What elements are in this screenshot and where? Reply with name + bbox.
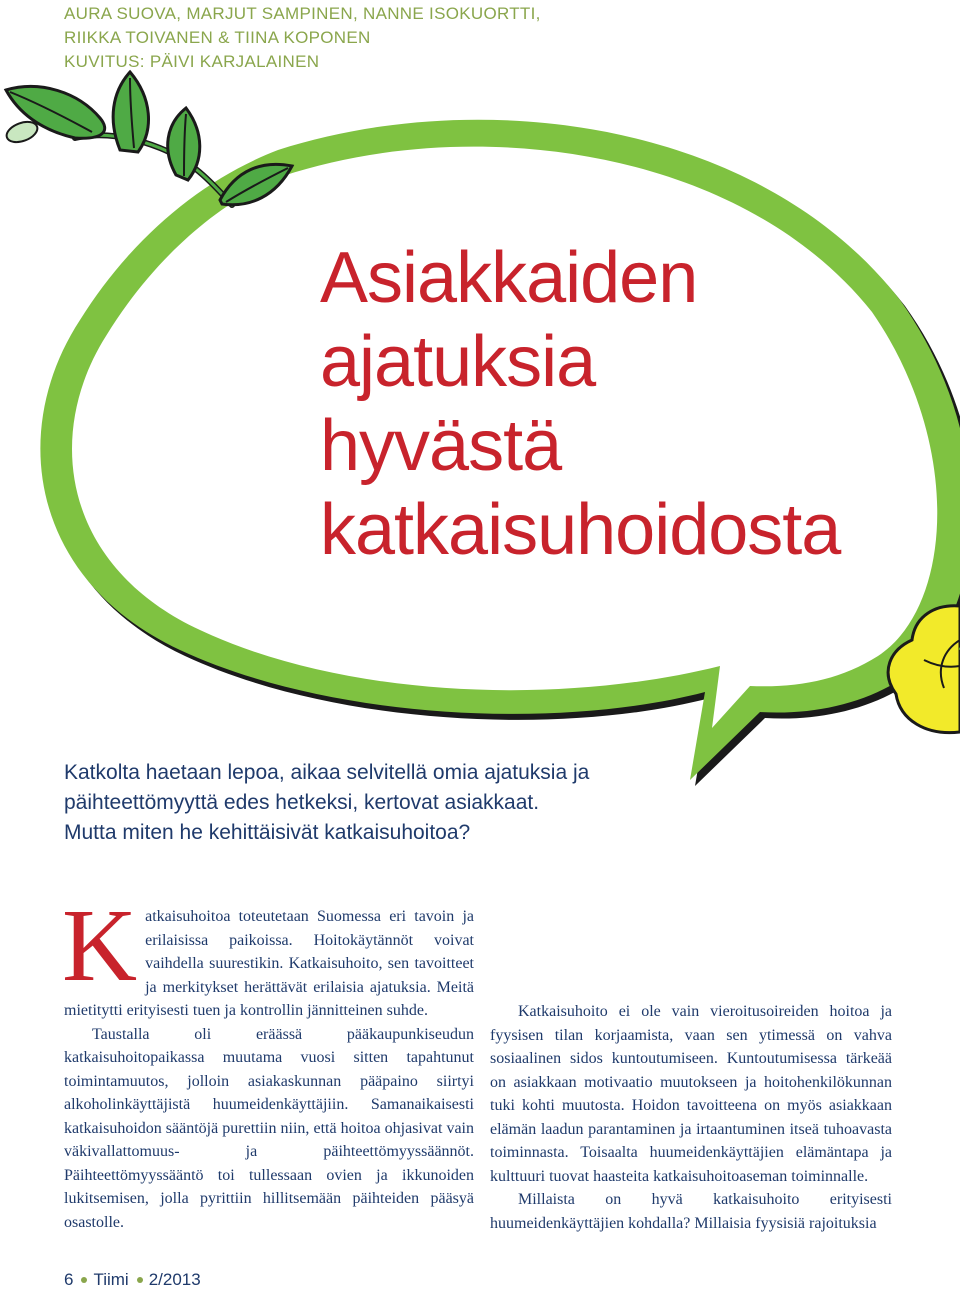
drop-cap: K — [62, 888, 138, 1003]
leaves-illustration — [4, 72, 292, 205]
body-paragraph-3: Katkaisuhoito ei ole vain vieroitusoireiden hoitoa ja fyysisen tilan korjaamista, vaan sen ytimessä on vahva sosiaalinen sidos kuntoutumiseen. Kuntoutumisessa tärkeää on asiakkaan motivaatio muutokseen ja hoitohenkilökunnan tuki kohti muutosta. Hoidon tavoitteena on myös asiakkaan elämän laadun parantaminen ja irtaantuminen itseä tuhoavasta toiminnasta. Toisaalta huumeidenkäyttäjien elämäntapa ja kulttuuri tuovat haasteita katkaisuhoitoaseman toiminnalle. — [490, 1003, 892, 1185]
separator-dot-icon — [137, 1277, 143, 1283]
body-paragraph-1: atkaisuhoitoa toteutetaan Suomessa eri tavoin ja erilaisissa paikoissa. Hoitokäytännöt voivat vaihdella suurestikin. Katkaisuhoito, sen tavoitteet ja merkitykset herättävät erilaisia ajatuksia. Meitä mietitytti erityisesti tuen ja kontrollin jännitteinen suhde. — [64, 908, 474, 1019]
title-line-4: katkaisuhoidosta — [320, 490, 841, 570]
magazine-name: Tiimi — [93, 1270, 129, 1289]
body-column-left — [62, 888, 474, 1234]
issue-number: 2/2013 — [148, 1270, 201, 1289]
body-column-right — [490, 1000, 892, 1235]
lead-line-3: Mutta miten he kehittäisivät katkaisuhoitoa? — [64, 821, 471, 844]
lead-line-2: päihteettömyyttä edes hetkeksi, kertovat asiakkaat. — [64, 791, 540, 814]
lead-line-1: Katkolta haetaan lepoa, aikaa selvitellä omia ajatuksia ja — [64, 761, 590, 784]
separator-dot-icon — [81, 1277, 87, 1283]
page-footer — [64, 1270, 201, 1290]
byline — [64, 2, 564, 74]
title-line-1: Asiakkaiden — [320, 238, 698, 318]
lead-paragraph — [64, 758, 590, 848]
page-number: 6 — [64, 1270, 74, 1289]
title-line-2: ajatuksia — [320, 322, 596, 402]
title-line-3: hyvästä — [320, 406, 562, 486]
article-title — [320, 236, 840, 572]
illustrator-credit: KUVITUS: PÄIVI KARJALAINEN — [64, 52, 320, 71]
authors-line-1: AURA SUOVA, MARJUT SAMPINEN, NANNE ISOKUORTTI, — [64, 4, 541, 23]
authors-line-2: RIIKKA TOIVANEN & TIINA KOPONEN — [64, 28, 371, 47]
body-paragraph-4: Millaista on hyvä katkaisuhoito erityisesti huumeidenkäyttäjien kohdalla? Millaisia fyysisiä rajoituksia — [490, 1191, 892, 1232]
body-paragraph-2: Taustalla oli eräässä pääkaupunkiseudun katkaisuhoitopaikassa muutama vuosi sitten tapahtunut toimintamuutos, jolloin asiakaskunnan pääpaino siirtyi alkoholinkäyttäjistä huumeidenkäyttäjiin. Samanaikaisesti katkaisuhoidon sääntöjä purettiin niin, että hoitoa ohjasivat vain väkivallattomuus- ja päihteettömyyssäännöt. Päihteettömyyssääntö toi tullessaan ovien ja ikkunoiden lukitsemisen, jolla pyrittiin hillitsemään päihteiden pääsyä osastolle. — [64, 1025, 474, 1231]
